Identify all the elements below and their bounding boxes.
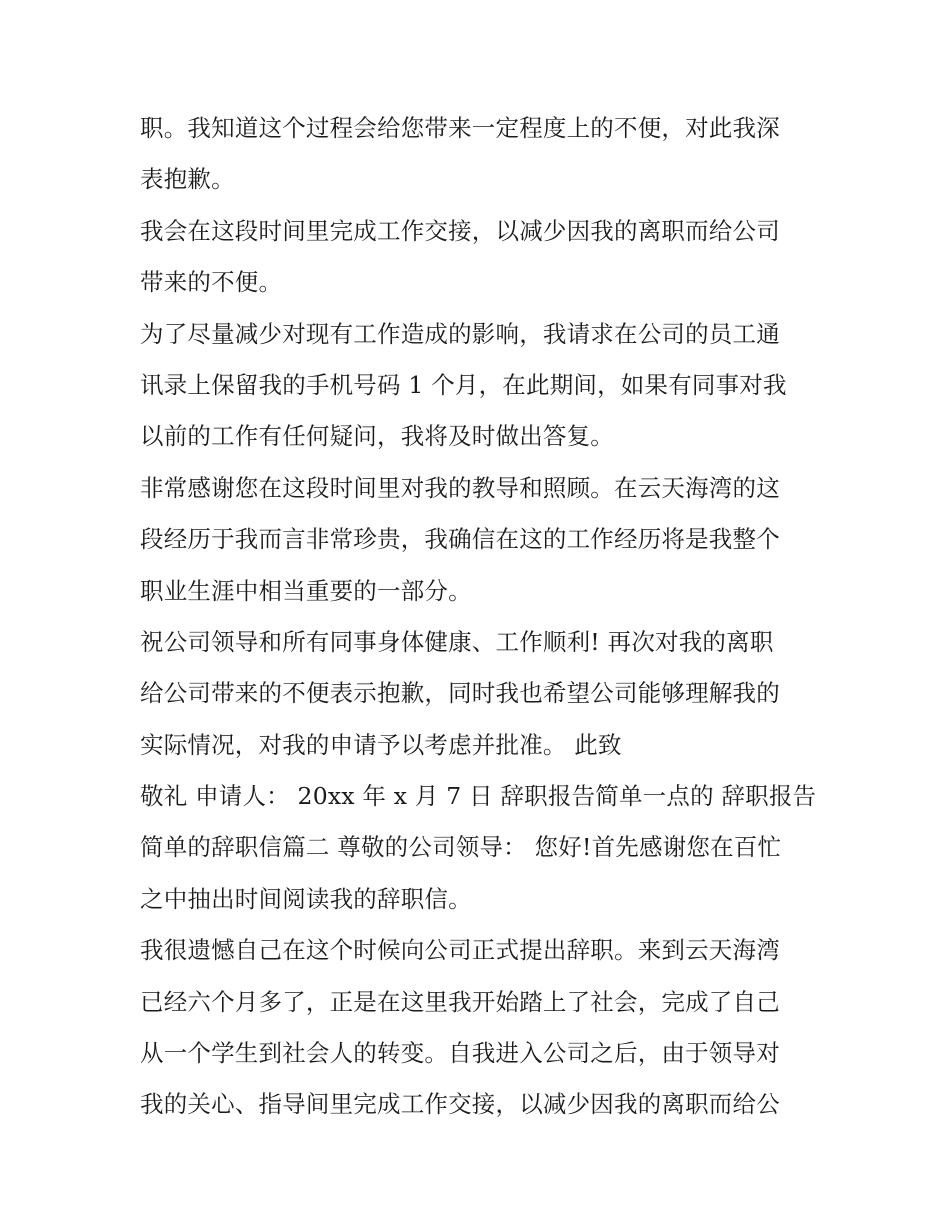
text-line: 段经历于我而言非常珍贵，我确信在这的工作经历将是我整个 [140, 525, 780, 554]
text-line: 讯录上保留我的手机号码 1 个月，在此期间，如果有同事对我 [140, 370, 787, 399]
text-line: 敬礼 申请人： 20xx 年 x 月 7 日 辞职报告简单一点的 辞职报告 [140, 782, 817, 811]
text-line: 为了尽量减少对现有工作造成的影响，我请求在公司的员工通 [140, 319, 780, 348]
text-line: 我会在这段时间里完成工作交接，以减少因我的离职而给公司 [140, 216, 780, 245]
text-line: 实际情况，对我的申请予以考虑并批准。 此致 [140, 730, 622, 759]
text-line: 带来的不便。 [140, 268, 283, 297]
text-line: 职。我知道这个过程会给您带来一定程度上的不便，对此我深 [140, 114, 780, 142]
text-line: 非常感谢您在这段时间里对我的教导和照顾。在云天海湾的这 [140, 473, 780, 502]
text-line: 表抱歉。 [140, 165, 235, 194]
text-line: 已经六个月多了，正是在这里我开始踏上了社会，完成了自己 [140, 987, 780, 1016]
text-line: 职业生涯中相当重要的一部分。 [140, 576, 472, 605]
text-line: 给公司带来的不便表示抱歉，同时我也希望公司能够理解我的 [140, 679, 780, 708]
text-line: 我的关心、指导间里完成工作交接，以减少因我的离职而给公 [140, 1090, 780, 1119]
document-body [140, 103, 820, 1131]
text-line: 祝公司领导和所有同事身体健康、工作顺利! 再次对我的离职 [140, 627, 774, 656]
text-line: 从一个学生到社会人的转变。自我进入公司之后，由于领导对 [140, 1039, 780, 1068]
text-line: 我很遗憾自己在这个时候向公司正式提出辞职。来到云天海湾 [140, 936, 780, 965]
text-line: 简单的辞职信篇二 尊敬的公司领导： 您好!首先感谢您在百忙 [140, 833, 782, 862]
text-line: 之中抽出时间阅读我的辞职信。 [140, 884, 472, 913]
text-line: 以前的工作有任何疑问，我将及时做出答复。 [140, 422, 614, 451]
